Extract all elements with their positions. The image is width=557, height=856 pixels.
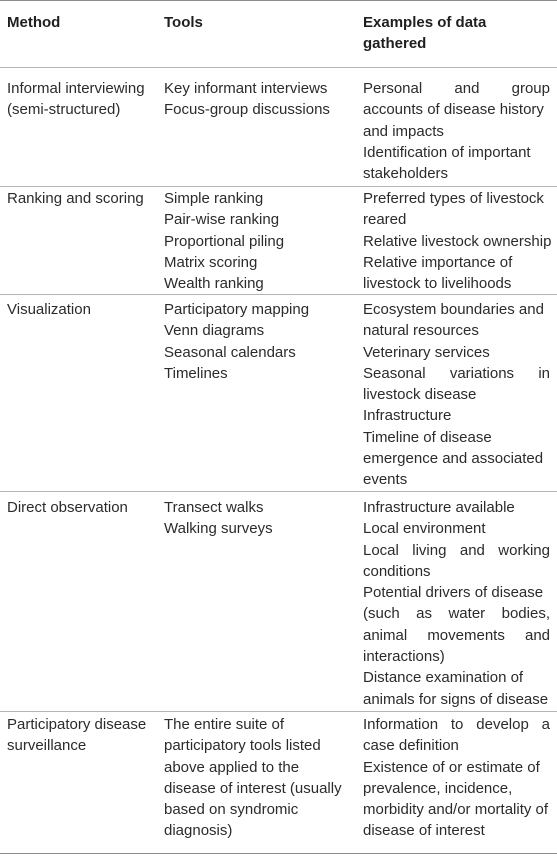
row-interviewing-tools	[164, 78, 349, 121]
example-text: Preferred types of livestock	[363, 190, 544, 207]
row-observation-examples	[363, 497, 550, 710]
tool-text: Focus-group discussions	[164, 101, 330, 119]
example-text: livestock to livelihoods	[363, 275, 512, 293]
row-ranking-examples	[363, 188, 550, 294]
method-text: (semi-structured)	[7, 101, 121, 119]
header-method-label: Method	[7, 14, 61, 31]
example-text: case definition	[363, 737, 459, 755]
row-interviewing-examples	[363, 78, 550, 184]
row-observation-tools	[164, 497, 349, 540]
tool-text: Simple ranking	[164, 190, 264, 207]
row-rule	[0, 186, 557, 187]
example-text: Potential drivers of disease	[363, 584, 544, 602]
tool-text: above applied to the	[164, 758, 300, 776]
tool-text: Key informant interviews	[164, 80, 328, 97]
row-surveillance-examples	[363, 714, 550, 842]
example-text: animal movements and	[363, 626, 550, 644]
tool-text: Venn diagrams	[164, 322, 265, 340]
example-text: reared	[363, 211, 407, 229]
method-text: surveillance	[7, 737, 87, 755]
example-text: Relative livestock ownership	[363, 232, 552, 250]
example-text: Local environment	[363, 520, 486, 538]
row-visualization-examples	[363, 299, 550, 491]
example-text: animals for signs of disease	[363, 690, 549, 708]
tool-text: Walking surveys	[164, 520, 273, 538]
row-surveillance-tools	[164, 714, 349, 842]
row-interviewing-method	[7, 78, 155, 121]
row-rule	[0, 491, 557, 492]
header-examples	[363, 12, 550, 55]
tool-text: Wealth ranking	[164, 275, 264, 293]
example-text: livestock disease	[363, 386, 477, 404]
header-tools	[164, 12, 349, 33]
example-text: events	[363, 471, 408, 489]
tool-text: Timelines	[164, 364, 228, 382]
row-visualization-method	[7, 299, 155, 320]
row-surveillance-method	[7, 714, 155, 757]
example-text: natural resources	[363, 322, 479, 340]
row-ranking-method	[7, 188, 155, 209]
row-rule	[0, 294, 557, 295]
example-text: Seasonal variations in	[363, 364, 550, 382]
tool-text: Transect walks	[164, 499, 264, 516]
tool-text: Pair-wise ranking	[164, 211, 280, 229]
tool-text: Seasonal calendars	[164, 343, 296, 361]
example-text: Relative importance of	[363, 253, 513, 271]
row-rule	[0, 711, 557, 712]
example-text: stakeholders	[363, 165, 449, 183]
example-text: (such as water bodies,	[363, 605, 550, 623]
header-examples-label-line1: Examples of data	[363, 14, 487, 31]
example-text: Personal and group	[363, 80, 550, 97]
header-rule	[0, 67, 557, 68]
tool-text: The entire suite of	[164, 716, 285, 733]
method-text: Informal interviewing	[7, 80, 145, 97]
example-text: Distance examination of	[363, 669, 524, 687]
method-text: Participatory disease	[7, 716, 147, 733]
method-text: Visualization	[7, 301, 91, 318]
example-text: accounts of disease history	[363, 101, 544, 119]
example-text: morbidity and/or mortality of	[363, 801, 549, 819]
row-observation-method	[7, 497, 155, 518]
method-text: Direct observation	[7, 499, 128, 516]
example-text: Identification of important	[363, 143, 531, 161]
method-text: Ranking and scoring	[7, 190, 144, 207]
example-text: emergence and associated	[363, 450, 544, 468]
tool-text: diagnosis)	[164, 822, 233, 840]
table-top-rule	[0, 0, 557, 1]
tool-text: Proportional piling	[164, 232, 285, 250]
header-method	[7, 12, 155, 33]
example-text: Existence of or estimate of	[363, 758, 540, 776]
example-text: Local living and working	[363, 541, 550, 559]
row-ranking-tools	[164, 188, 349, 294]
header-examples-label-line2: gathered	[363, 35, 427, 53]
tool-text: based on syndromic	[164, 801, 299, 819]
header-tools-label: Tools	[164, 14, 203, 31]
example-text: conditions	[363, 562, 431, 580]
example-text: Timeline of disease	[363, 428, 492, 446]
example-text: Infrastructure available	[363, 499, 515, 516]
example-text: and impacts	[363, 122, 444, 140]
example-text: Ecosystem boundaries and	[363, 301, 544, 318]
example-text: interactions)	[363, 648, 445, 666]
row-visualization-tools	[164, 299, 349, 384]
tool-text: Matrix scoring	[164, 253, 258, 271]
example-text: Veterinary services	[363, 343, 490, 361]
example-text: Information to develop a	[363, 716, 550, 733]
example-text: prevalence, incidence,	[363, 779, 513, 797]
table-bottom-rule	[0, 853, 557, 854]
example-text: disease of interest	[363, 822, 485, 840]
tool-text: participatory tools listed	[164, 737, 321, 755]
tool-text: disease of interest (usually	[164, 779, 342, 797]
example-text: Infrastructure	[363, 407, 452, 425]
tool-text: Participatory mapping	[164, 301, 310, 318]
